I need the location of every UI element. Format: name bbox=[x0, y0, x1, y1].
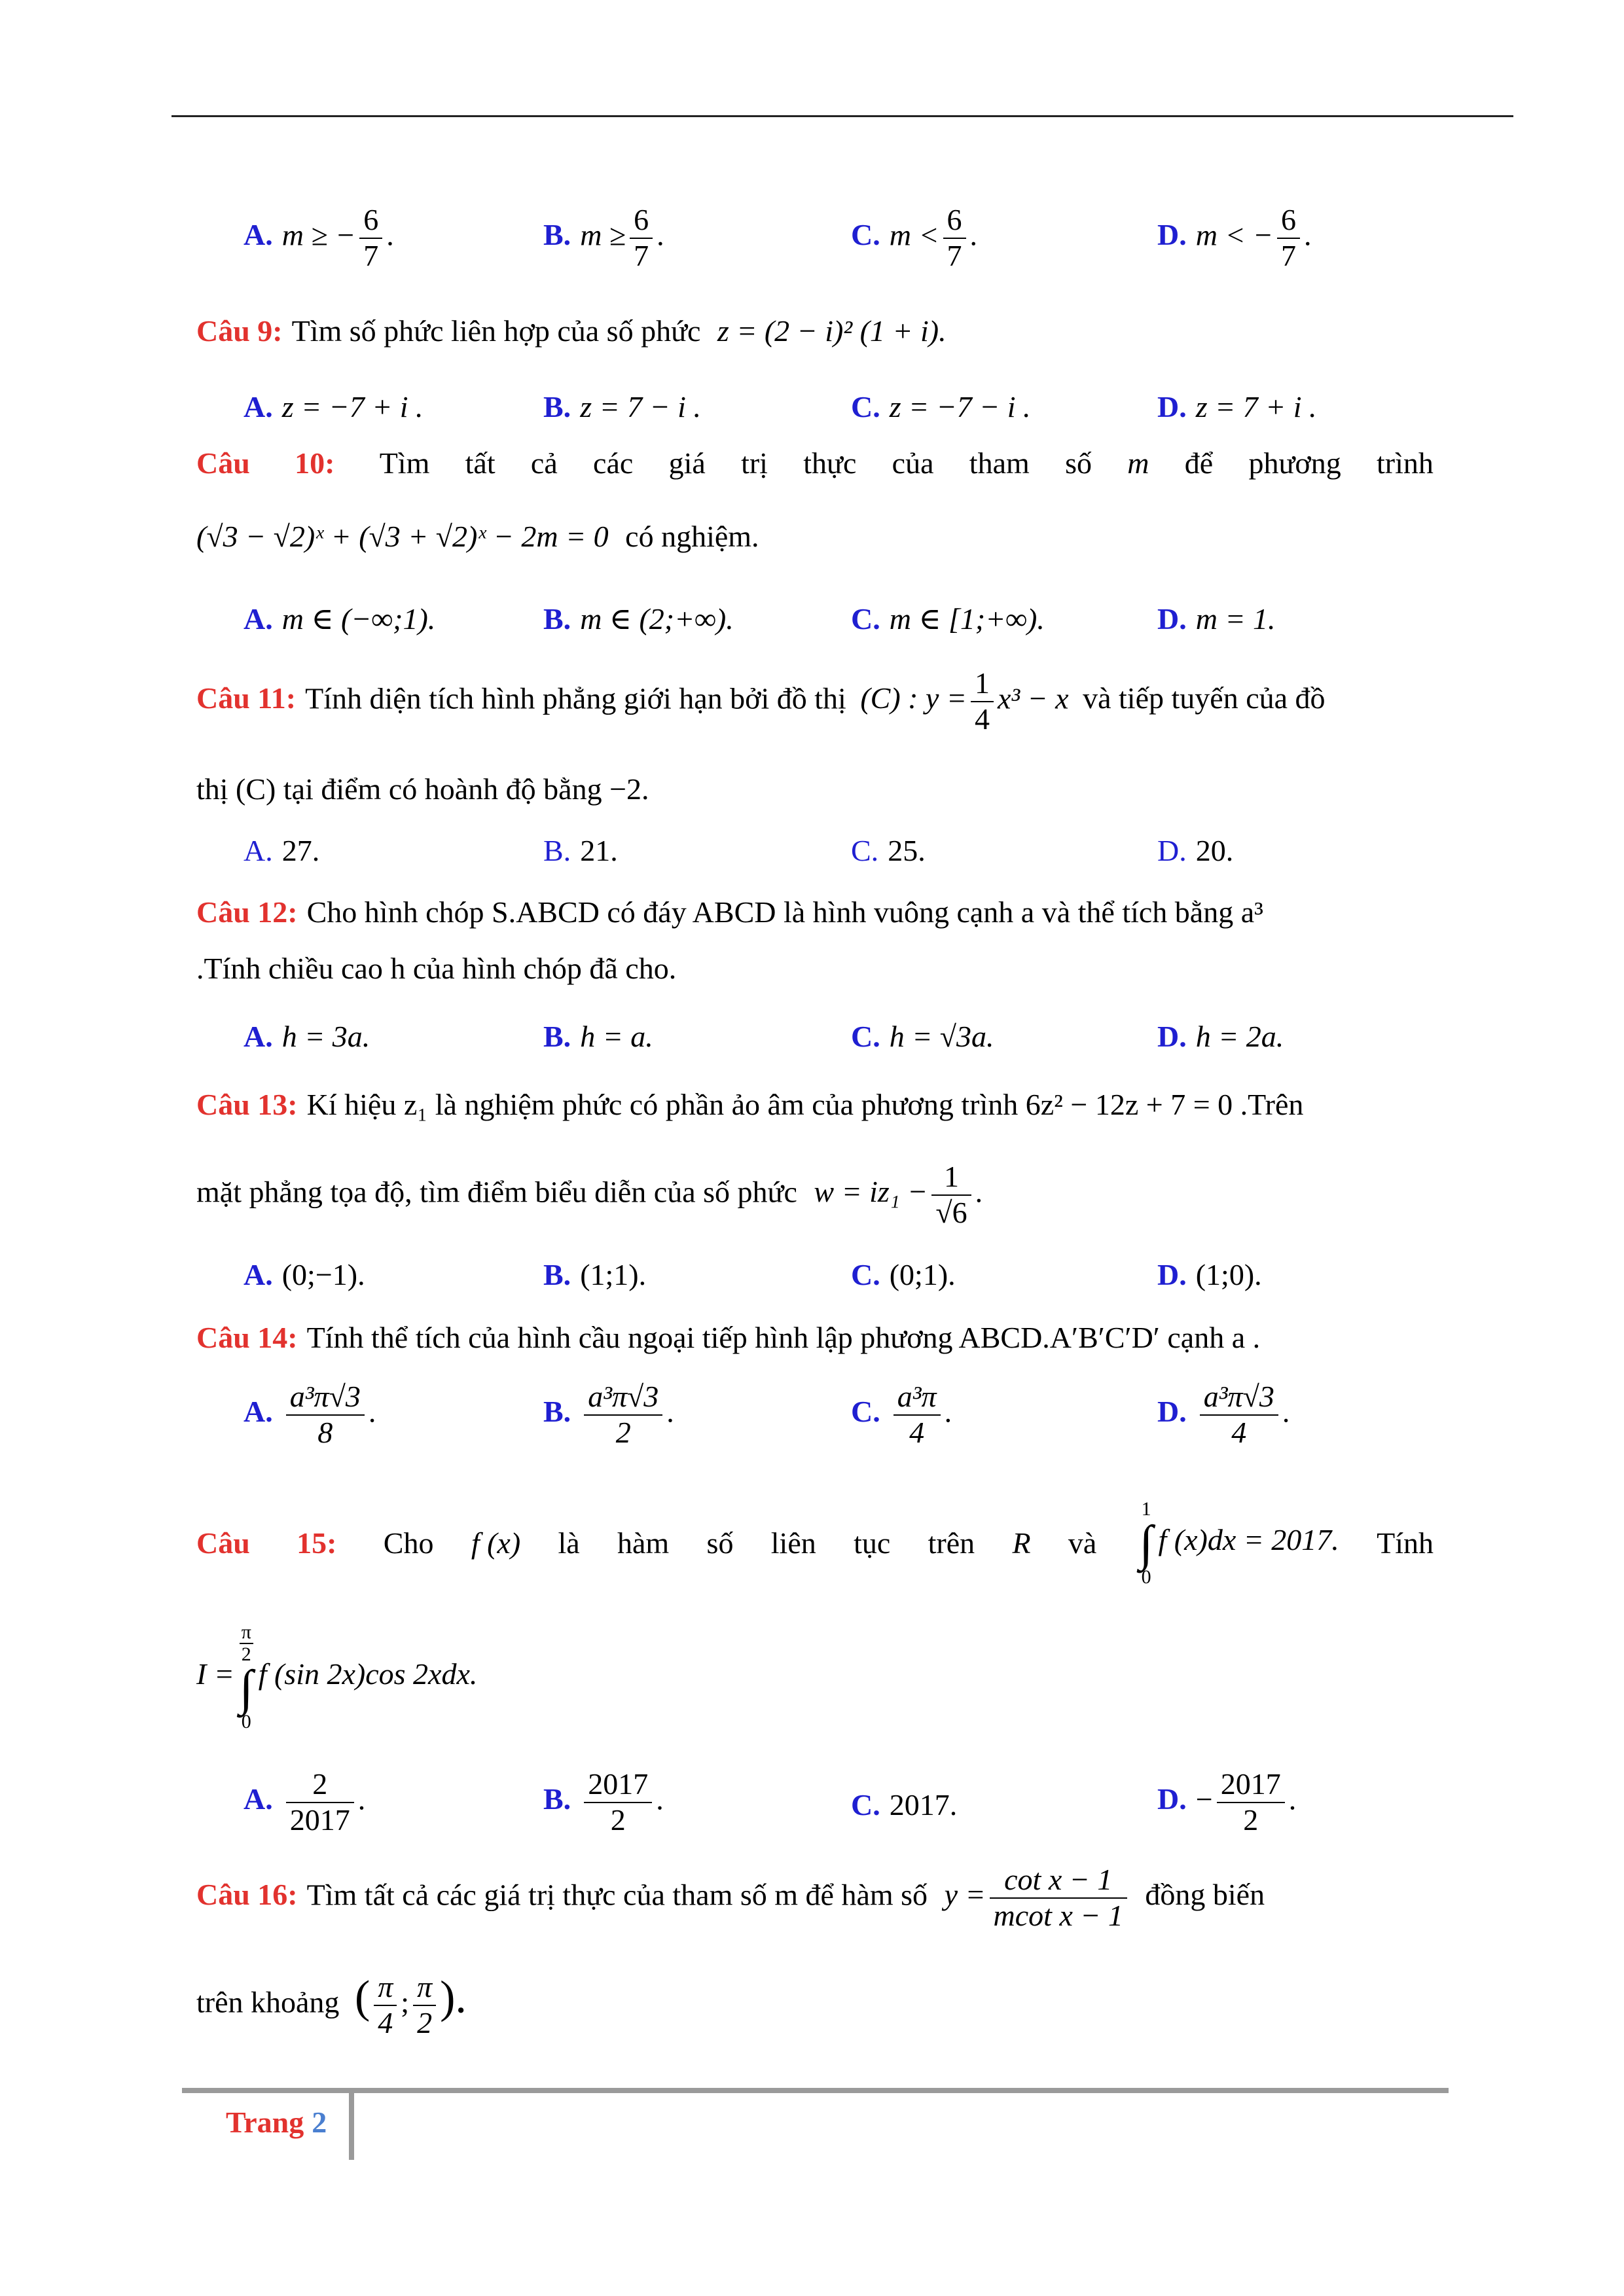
q12-stem: Câu 12: Cho hình chóp S.ABCD có đáy ABCD là hình vuông cạnh a và thể tích bằng a³ bbox=[196, 895, 1263, 929]
q8-c-label: C. bbox=[851, 218, 880, 252]
q13-option-c: C. (0;1). bbox=[851, 1258, 956, 1291]
q13-option-b: B. (1;1). bbox=[543, 1258, 647, 1291]
q15-stem-line1: Câu 15: Cho f (x) là hàm số liên tục trên R và 1 ∫ 0 f (x)dx = 2017. Tính bbox=[196, 1498, 1434, 1588]
q13-stem-line2: mặt phẳng tọa độ, tìm điểm biểu diễn của số phức w = iz₁ − $\frac{1}{√6}$ . bbox=[196, 1160, 983, 1229]
page-number: Trang 2 bbox=[226, 2106, 327, 2139]
q10-option-a: A. m ∈ (−∞;1). bbox=[244, 602, 436, 636]
q16-stem-line2: trên khoảng ( $\frac{\pi}{4}$ ; $\frac{\pi}{2}$ ). bbox=[196, 1970, 467, 2039]
q15-integral-1: 1 ∫ 0 f (x)dx = 2017. bbox=[1139, 1498, 1339, 1588]
q9-option-d: D. z = 7 + i . bbox=[1157, 390, 1317, 423]
q12-option-a: A. h = 3a. bbox=[244, 1020, 370, 1053]
q10-option-c: C. m ∈ [1;+∞). bbox=[851, 602, 1045, 636]
q11-option-b: B. 21. bbox=[543, 834, 618, 867]
q15-option-b: B. $\frac{2017}{2}$ . bbox=[543, 1767, 664, 1837]
q11-stem-line2: thị (C) tại điểm có hoành độ bằng −2. bbox=[196, 772, 649, 806]
q8-option-c: C. m < $\frac{6}{7}$ . bbox=[851, 203, 977, 272]
q12-option-d: D. h = 2a. bbox=[1157, 1020, 1284, 1053]
q8-d-label: D. bbox=[1157, 218, 1187, 252]
q11-option-a: A. 27. bbox=[244, 834, 320, 867]
q15-option-d: D. − $\frac{2017}{2}$ . bbox=[1157, 1767, 1297, 1837]
q12-option-b: B. h = a. bbox=[543, 1020, 653, 1053]
q14-option-d: D. $\frac{\text{a³π√3}}{4}$ . bbox=[1157, 1380, 1290, 1449]
q10-option-d: D. m = 1. bbox=[1157, 602, 1276, 636]
q11-option-d: D. 20. bbox=[1157, 834, 1234, 867]
q16-stem: Câu 16: Tìm tất cả các giá trị thực của tham số m để hàm số y = $\frac{\text{cot x − 1}}{\text{mcot x − 1}}$ đồng biến bbox=[196, 1863, 1265, 1932]
q14-option-a: A. $\frac{\text{a³π√3}}{8}$ . bbox=[244, 1380, 376, 1449]
q9-option-a: A. z = −7 + i . bbox=[244, 390, 424, 423]
q8-option-d: D. m < − $\frac{6}{7}$ . bbox=[1157, 203, 1312, 272]
q13-option-a: A. (0;−1). bbox=[244, 1258, 365, 1291]
q9-option-c: C. z = −7 − i . bbox=[851, 390, 1031, 423]
q9-label: Câu 9: bbox=[196, 314, 283, 348]
q13-stem: Câu 13: Kí hiệu z₁ là nghiệm phức có phần ảo âm của phương trình 6z² − 12z + 7 = 0 .Trên bbox=[196, 1088, 1304, 1121]
q10-stem-line1: Câu 10: Tìm tất cả các giá trị thực của tham số m để phương trình bbox=[196, 446, 1434, 480]
q14-option-b: B. $\frac{\text{a³π√3}}{2}$ . bbox=[543, 1380, 674, 1449]
q10-option-b: B. m ∈ (2;+∞). bbox=[543, 602, 734, 636]
q12-stem-line2: .Tính chiều cao h của hình chóp đã cho. bbox=[196, 952, 677, 985]
q11-stem: Câu 11: Tính diện tích hình phẳng giới hạn bởi đồ thị (C) : y = $\frac{1}{4}$ x³ − x và tiếp tuyến của đồ bbox=[196, 666, 1326, 736]
header-rule bbox=[171, 115, 1513, 117]
footer-rule bbox=[182, 2088, 1449, 2093]
q8-b-label: B. bbox=[543, 218, 571, 252]
q12-option-c: C. h = √3a. bbox=[851, 1020, 994, 1053]
q15-option-c: C. 2017. bbox=[851, 1788, 958, 1821]
q15-integral-2: I = π 2 ∫ 0 f (sin 2x)cos 2xdx. bbox=[196, 1621, 478, 1733]
q15-option-a: A. $\frac{2}{2017}$ . bbox=[244, 1767, 366, 1837]
q9-stem: Câu 9: Tìm số phức liên hợp của số phức z = (2 − i)² (1 + i). bbox=[196, 314, 947, 348]
q8-option-b: B. m ≥ $\frac{6}{7}$ . bbox=[543, 203, 664, 272]
q14-option-c: C. $\frac{\text{a³π}}{4}$ . bbox=[851, 1380, 952, 1449]
q11-option-c: C. 25. bbox=[851, 834, 926, 867]
q8-a-label: A. bbox=[244, 218, 273, 252]
q10-equation: (√3 − √2)ˣ + (√3 + √2)ˣ − 2m = 0 có nghiệm. bbox=[196, 520, 759, 553]
q14-stem: Câu 14: Tính thể tích của hình cầu ngoại tiếp hình lập phương ABCD.A′B′C′D′ cạnh a . bbox=[196, 1321, 1261, 1354]
q8-option-a: A. m ≥ − $\frac{6}{7}$ . bbox=[244, 203, 394, 272]
footer-divider bbox=[349, 2088, 354, 2160]
q13-option-d: D. (1;0). bbox=[1157, 1258, 1262, 1291]
q9-option-b: B. z = 7 − i . bbox=[543, 390, 701, 423]
